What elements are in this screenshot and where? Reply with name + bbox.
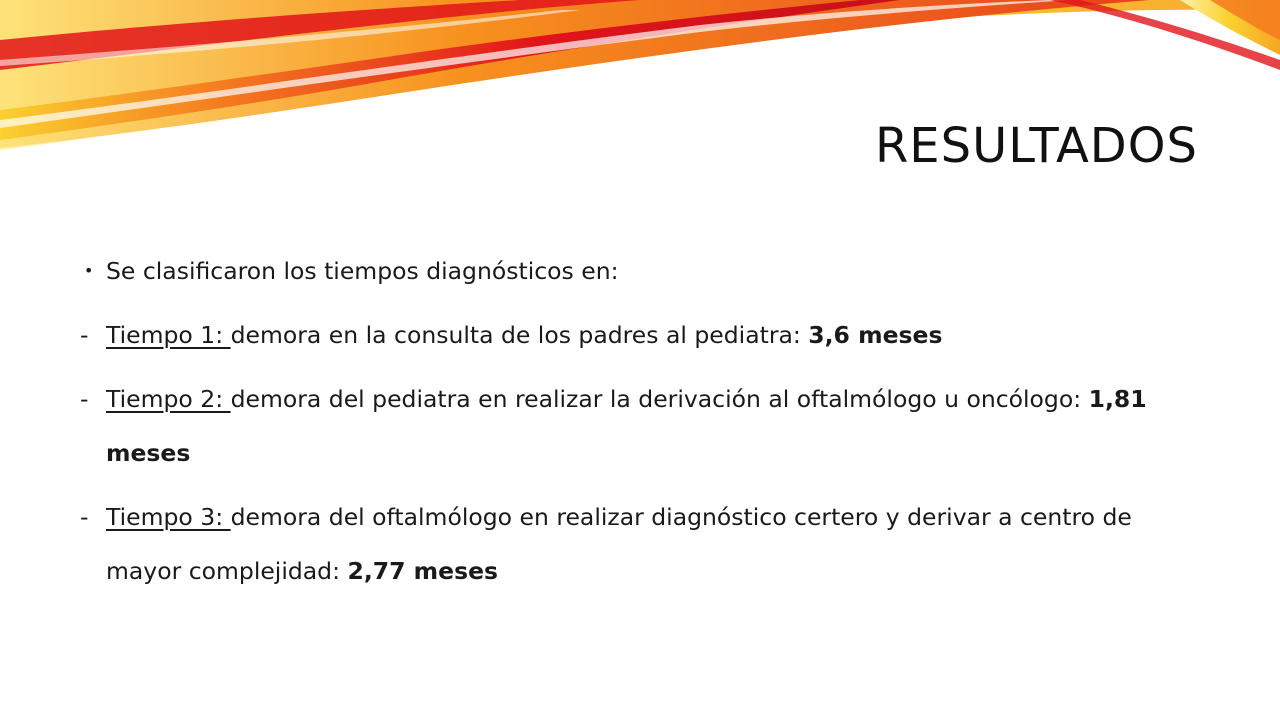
list-item-tiempo-2 bbox=[80, 372, 1205, 480]
dash-marker: - bbox=[80, 321, 89, 349]
item-colon: : bbox=[332, 557, 348, 585]
item-colon: : bbox=[792, 321, 809, 349]
dash-marker: - bbox=[80, 503, 89, 531]
item-colon: : bbox=[1073, 385, 1089, 413]
list-item-tiempo-1 bbox=[80, 308, 1205, 362]
item-text: demora en la consulta de los padres al pediatra bbox=[230, 321, 793, 349]
dash-marker: - bbox=[80, 385, 89, 413]
item-label: Tiempo 3: bbox=[106, 503, 231, 531]
item-label: Tiempo 2: bbox=[106, 385, 231, 413]
slide-content bbox=[80, 244, 1205, 608]
item-label: Tiempo 1: bbox=[106, 321, 231, 349]
item-value: 2,77 meses bbox=[347, 557, 499, 585]
item-text: demora del oftalmólogo en realizar diagnóstico certero y derivar a centro de mayor complejidad bbox=[106, 503, 1132, 585]
item-text: demora del pediatra en realizar la derivación al oftalmólogo u oncólogo bbox=[230, 385, 1074, 413]
intro-text: Se clasificaron los tiempos diagnósticos en: bbox=[106, 257, 619, 285]
item-value: 1,81 meses bbox=[106, 385, 1147, 467]
slide-title: RESULTADOS bbox=[874, 118, 1198, 174]
list-item-tiempo-3 bbox=[80, 490, 1205, 598]
item-value: 3,6 meses bbox=[808, 321, 943, 349]
bullet-marker: • bbox=[84, 261, 94, 280]
intro-bullet bbox=[80, 244, 1205, 298]
